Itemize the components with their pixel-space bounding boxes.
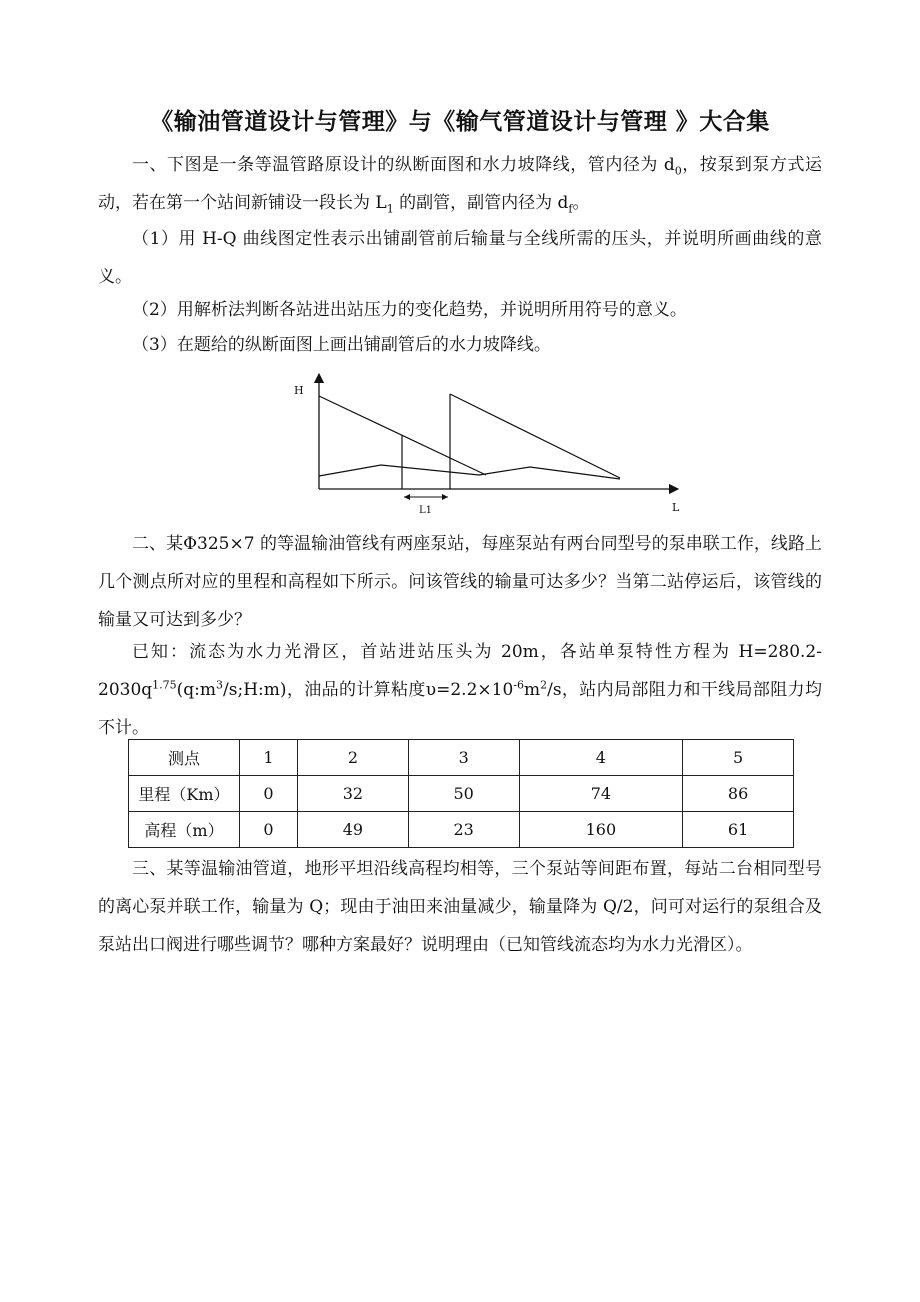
table-cell: 49 xyxy=(298,812,409,848)
table-cell: 50 xyxy=(408,776,519,812)
table-header-cell: 测点 xyxy=(129,740,240,776)
table-cell: 74 xyxy=(519,776,683,812)
table-cell: 0 xyxy=(240,812,298,848)
table-header-row xyxy=(129,740,794,776)
question-2-text: 二、某Φ325×7 的等温输油管线有两座泵站，每座泵站有两台同型号的泵串联工作，线路上几个测点所对应的里程和高程如下所示。问该管线的输量可达多少？当第二站停运后，该管线的输量又可达到多少？ xyxy=(98,534,822,630)
q2-known-text-e: /s，站内局部阻力和干线局部阻力均不计。 xyxy=(98,680,822,738)
hydraulic-profile-figure xyxy=(280,372,680,514)
q2-known-text-a: 已知：流态为水力光滑区，首站进站压头为 20m，各站单泵特性方程为 H=280.2-2030q xyxy=(98,642,822,700)
q2-exponent-minus-6: -6 xyxy=(513,678,524,692)
q1-intro-text-a: 一、下图是一条等温管路原设计的纵断面图和水力坡降线，管内径为 d xyxy=(132,155,675,175)
table-cell: 里程（Km） xyxy=(129,776,240,812)
q2-known-text-c: /s;H:m)，油品的计算粘度υ=2.2×10 xyxy=(223,680,514,700)
table-header-cell: 3 xyxy=(408,740,519,776)
table-cell: 160 xyxy=(519,812,683,848)
table-header-cell: 4 xyxy=(519,740,683,776)
hydraulic-gradient-line-2 xyxy=(450,394,620,478)
q1-intro-text-b: ，按泵到泵方式运动，若在第一个站间新铺设一段长为 L xyxy=(98,155,822,213)
question-1-item-2: （2）用解析法判断各站进出站压力的变化趋势，并说明所用符号的意义。 xyxy=(132,300,687,320)
question-1-item-1: （1）用 H-Q 曲线图定性表示出铺副管前后输量与全线所需的压头，并说明所画曲线的意义。 xyxy=(98,229,822,287)
q2-exponent-2: 2 xyxy=(540,678,548,692)
question-1-intro xyxy=(98,146,822,222)
q1-subscript-1: 1 xyxy=(386,202,394,216)
table-row xyxy=(129,776,794,812)
question-3-text: 三、某等温输油管道，地形平坦沿线高程均相等，三个泵站等间距布置，每站二台相同型号的离心泵并联工作，输量为 Q；现由于油田来油量减少，输量降为 Q/2，问可对运行的泵组合及泵站出口阀进行哪些调节？哪种方案最好？说明理由（已知管线流态均为水力光滑区）。 xyxy=(98,859,822,955)
q2-known-text-b: (q:m xyxy=(176,680,217,700)
q1-intro-text-c: 的副管，副管内径为 d xyxy=(393,193,569,213)
question-1-item-3: （3）在题给的纵断面图上画出铺副管后的水力坡降线。 xyxy=(132,335,551,355)
q2-known-text-d: m xyxy=(523,680,541,700)
table-cell: 86 xyxy=(683,776,794,812)
q2-exponent-175: 1.75 xyxy=(152,678,177,692)
q1-subscript-0: 0 xyxy=(674,164,682,178)
table-cell: 0 xyxy=(240,776,298,812)
table-row xyxy=(129,812,794,848)
q1-intro-text-d: 。 xyxy=(572,193,590,213)
x-axis-label: L xyxy=(672,501,680,514)
table-cell: 23 xyxy=(408,812,519,848)
table-header-cell: 5 xyxy=(683,740,794,776)
q1-subscript-f: f xyxy=(568,202,573,216)
table-cell: 32 xyxy=(298,776,409,812)
survey-points-table xyxy=(128,739,794,848)
table-header-cell: 1 xyxy=(240,740,298,776)
table-header-cell: 2 xyxy=(298,740,409,776)
q2-exponent-3: 3 xyxy=(216,678,224,692)
table-cell: 高程（m） xyxy=(129,812,240,848)
document-title: 《输油管道设计与管理》与《输气管道设计与管理 》大合集 xyxy=(150,109,770,135)
question-2-known xyxy=(98,633,822,747)
y-axis-label: H xyxy=(294,384,304,397)
table-cell: 61 xyxy=(683,812,794,848)
loop-length-label: L1 xyxy=(419,505,433,514)
